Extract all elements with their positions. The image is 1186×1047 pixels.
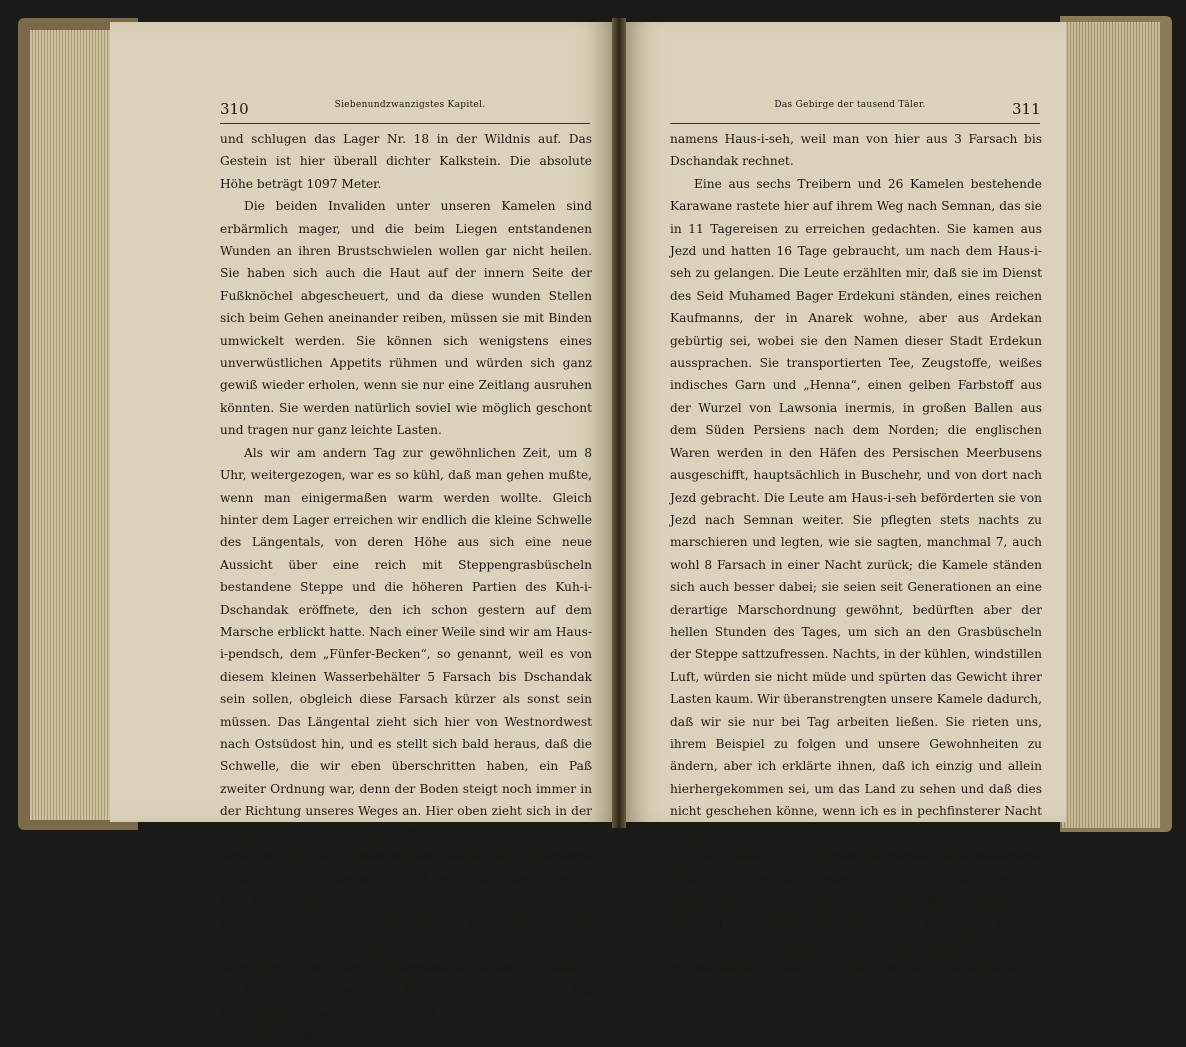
right-page	[620, 22, 1066, 976]
paragraph: namens Haus-i-seh, weil man von hier aus 3 Farsach bis Dschandak rechnet.	[670, 132, 1042, 169]
left-body-text	[220, 128, 592, 1047]
right-body-text	[670, 128, 1042, 979]
left-running-head: Siebenundzwanzigstes Kapitel.	[334, 100, 486, 110]
page-edges-left	[30, 30, 120, 820]
paragraph: Sie bildeten in der toten Landschaft eine malerische Gruppe, als sie im Windschatten des Brunnengewölbes saßen, rauchten, Brot aßen und ihre Wasserschalen vor sich und einen gefüllten Tonkrug in der Mitte ihres Kreises stehen hatten (Abb. 86). Einer von ihnen beschäftigte sich mit den Kamelen (Abb. 87), die ihr Mittagfutter erhielten,	[670, 849, 1042, 976]
left-page	[110, 22, 618, 1043]
right-page-number: 311	[1012, 100, 1041, 118]
left-header-rule	[220, 123, 590, 124]
book-gutter	[612, 18, 626, 828]
paragraph: Eine aus sechs Treibern und 26 Kamelen bestehende Karawane rastete hier auf ihrem Weg nach Semnan, das sie in 11 Tagereisen zu erreichen gedachten. Sie kamen aus Jezd und hatten 16 Tage gebraucht, um nach dem Haus-i-seh zu gelangen. Die Leute erzählten mir, daß sie im Dienst des Seid Muhamed Bager Erdekuni ständen, eines reichen Kaufmanns, der in Anarek wohne, aber aus Ardekan gebürtig sei, wobei sie den Namen dieser Stadt Erdekun aussprachen. Sie transportierten Tee, Zeugstoffe, weißes indisches Garn und „Henna“, einen gelben Farbstoff aus der Wurzel von Lawsonia inermis, in großen Ballen aus dem Süden Persiens nach dem Norden; die englischen Waren werden in den Häfen des Persischen Meerbusens ausgeschifft, hauptsächlich in Buschehr, und von dort nach Jezd gebracht. Die Leute am Haus-i-seh beförderten sie von Jezd nach Semnan weiter. Sie pflegten stets nachts zu marschieren und legten, wie sie sagten, manchmal 7, auch wohl 8 Farsach in einer Nacht zurück; die Kamele ständen sich auch besser dabei; sie seien seit Generationen an eine derartige Marschordnung gewöhnt, bedürften aber der hellen Stunden des Tages, um sich an den Grasbüscheln der Steppe sattzufressen. Nachts, in der kühlen, windstillen Luft, würden sie nicht müde und spürten das Gewicht ihrer Lasten kaum. Wir überanstrengten unsere Kamele dadurch, daß wir sie nur bei Tag arbeiten ließen. Sie rieten uns, ihrem Beispiel zu folgen und unsere Gewohnheiten zu ändern, aber ich erklärte ihnen, daß ich einzig und allein hierhergekommen sei, um das Land zu sehen und daß dies nicht geschehen könne, wenn ich es in pechfinsterer Nacht durchreiste.	[670, 176, 1042, 841]
right-running-head: Das Gebirge der tausend Täler.	[774, 100, 926, 110]
paragraph: Hinter einem höheren Paß (1194 Meter), der den Kamelen sauer wird, gelangen wir wieder an einen „Haus“ oder „Abambar“	[220, 983, 592, 1043]
paragraph: Als wir am andern Tag zur gewöhnlichen Zeit, um 8 Uhr, weitergezogen, war es so kühl, daß man gehen mußte, wenn man einigermaßen warm werden wollte. Gleich hinter dem Lager erreichen wir endlich die kleine Schwelle des Längentals, von deren Höhe aus sich eine neue Aussicht über eine reich mit Steppengrasbüscheln bestandene Steppe und die höheren Partien des Kuh-i-Dschandak eröffnete, den ich schon gestern auf dem Marsche erblickt hatte. Nach einer Weile sind wir am Haus-i-pendsch, dem „Fünfer-Becken“, so genannt, weil es von diesem kleinen Wasserbehälter 5 Farsach bis Dschandak sein sollen, obgleich diese Farsach kürzer als sonst sein müssen. Das Längental zieht sich hier von Westnordwest nach Ostsüdost hin, und es stellt sich bald heraus, daß die Schwelle, die wir eben überschritten haben, ein Paß zweiter Ordnung war, denn der Boden steigt noch immer in der Richtung unseres Weges an. Hier oben zieht sich in der Mitte des Tales eine breite Abflußrinne hin, die nach Osten geht und im Ostsüdosten in eine weiter östlich liegende Südbucht der Salzwüste, die Kewir-i-Chur und Kewir-i-Meridschun heißt, ausmünden soll; ich sollte sie später noch genauer kennenlernen. Jetzt befanden wir uns tatsächlich auf einer Halbinsel des festen Landes, die sich nach Norden hin in den Schlammsee der Kewir hineinzieht.	[220, 445, 592, 976]
right-header-rule	[670, 123, 1040, 124]
page-edges-right	[1062, 22, 1160, 828]
left-page-number: 310	[220, 100, 249, 118]
paragraph: Die beiden Invaliden unter unseren Kamelen sind erbärmlich mager, und die beim Liegen entstandenen Wunden an ihren Brustschwielen wollen gar nicht heilen. Sie haben sich auch die Haut auf der innern Seite der Fußknöchel abgescheuert, und da diese wunden Stellen sich beim Gehen aneinander reiben, müssen sie mit Binden umwickelt werden. Sie können sich wenigstens eines unverwüstlichen Appetits rühmen und würden sich ganz gewiß wieder erholen, wenn sie nur eine Zeitlang ausruhen könnten. Sie werden natürlich soviel wie möglich geschont und tragen nur ganz leichte Lasten.	[220, 199, 592, 438]
paragraph: und schlugen das Lager Nr. 18 in der Wildnis auf. Das Gestein ist hier überall dichter Kalkstein. Die absolute Höhe beträgt 1097 Meter.	[220, 132, 592, 191]
